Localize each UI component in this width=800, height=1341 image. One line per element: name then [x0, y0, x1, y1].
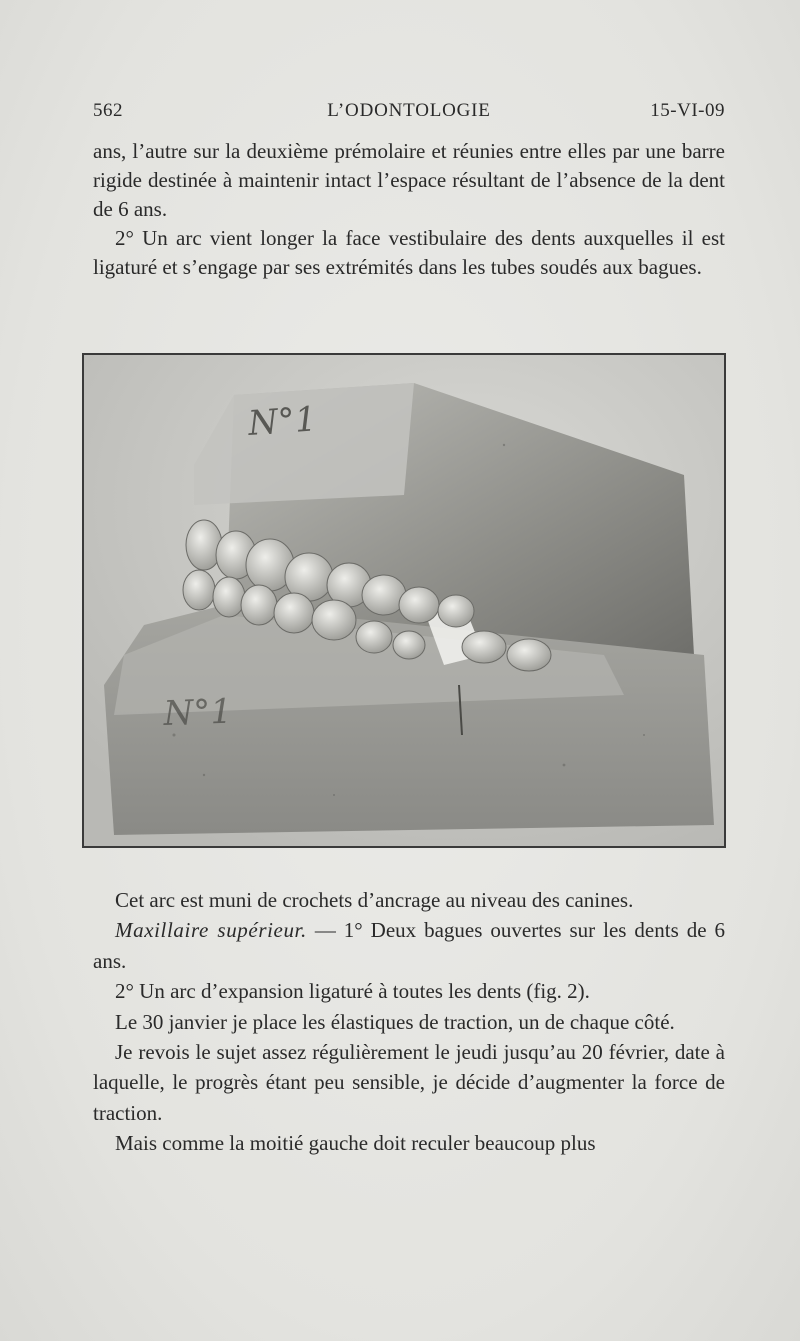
cast-label-upper: N°1	[246, 399, 318, 444]
paragraph: 2° Un arc vient longer la face vestibulaire des dents auxquelles il est ligaturé et s’engage par ses extrémités dans les tubes soudés aux bagues.	[93, 226, 725, 279]
paragraph: Cet arc est muni de crochets d’ancrage au niveau des canines.	[115, 888, 634, 912]
dental-cast-photo	[84, 355, 724, 846]
paragraph-text: — 1° Deux bagues ouvertes sur les dents de 6 ans.	[93, 918, 725, 973]
journal-title: L’ODONTOLOGIE	[327, 100, 491, 121]
paragraph: 2° Un arc d’expansion ligaturé à toutes les dents (fig. 2).	[115, 979, 590, 1004]
section-heading: Maxillaire supérieur.	[115, 918, 307, 943]
paragraph: Le 30 janvier je place les élastiques de traction, un de chaque côté.	[115, 1009, 675, 1034]
paragraph: Mais comme la moitié gauche doit reculer beaucoup plus	[115, 1131, 596, 1156]
running-head	[93, 100, 725, 128]
cast-label-lower: N°1	[162, 691, 233, 734]
text-block-bottom	[93, 885, 725, 1159]
issue-date: 15-VI-09	[650, 100, 725, 121]
page-number: 562	[93, 100, 123, 121]
paragraph	[93, 915, 725, 976]
figure-photograph-dental-cast	[82, 353, 726, 848]
text-block-top	[93, 137, 725, 282]
paragraph: ans, l’autre sur la deuxième prémolaire et réunies entre elles par une barre rigide destinée à maintenir intact l’espace résultant de l’absence de la dent de 6 ans.	[93, 139, 725, 221]
paragraph: Je revois le sujet assez régulièrement le jeudi jusqu’au 20 février, date à laquelle, le progrès étant peu sensible, je décide d’augmenter la force de traction.	[93, 1040, 725, 1125]
